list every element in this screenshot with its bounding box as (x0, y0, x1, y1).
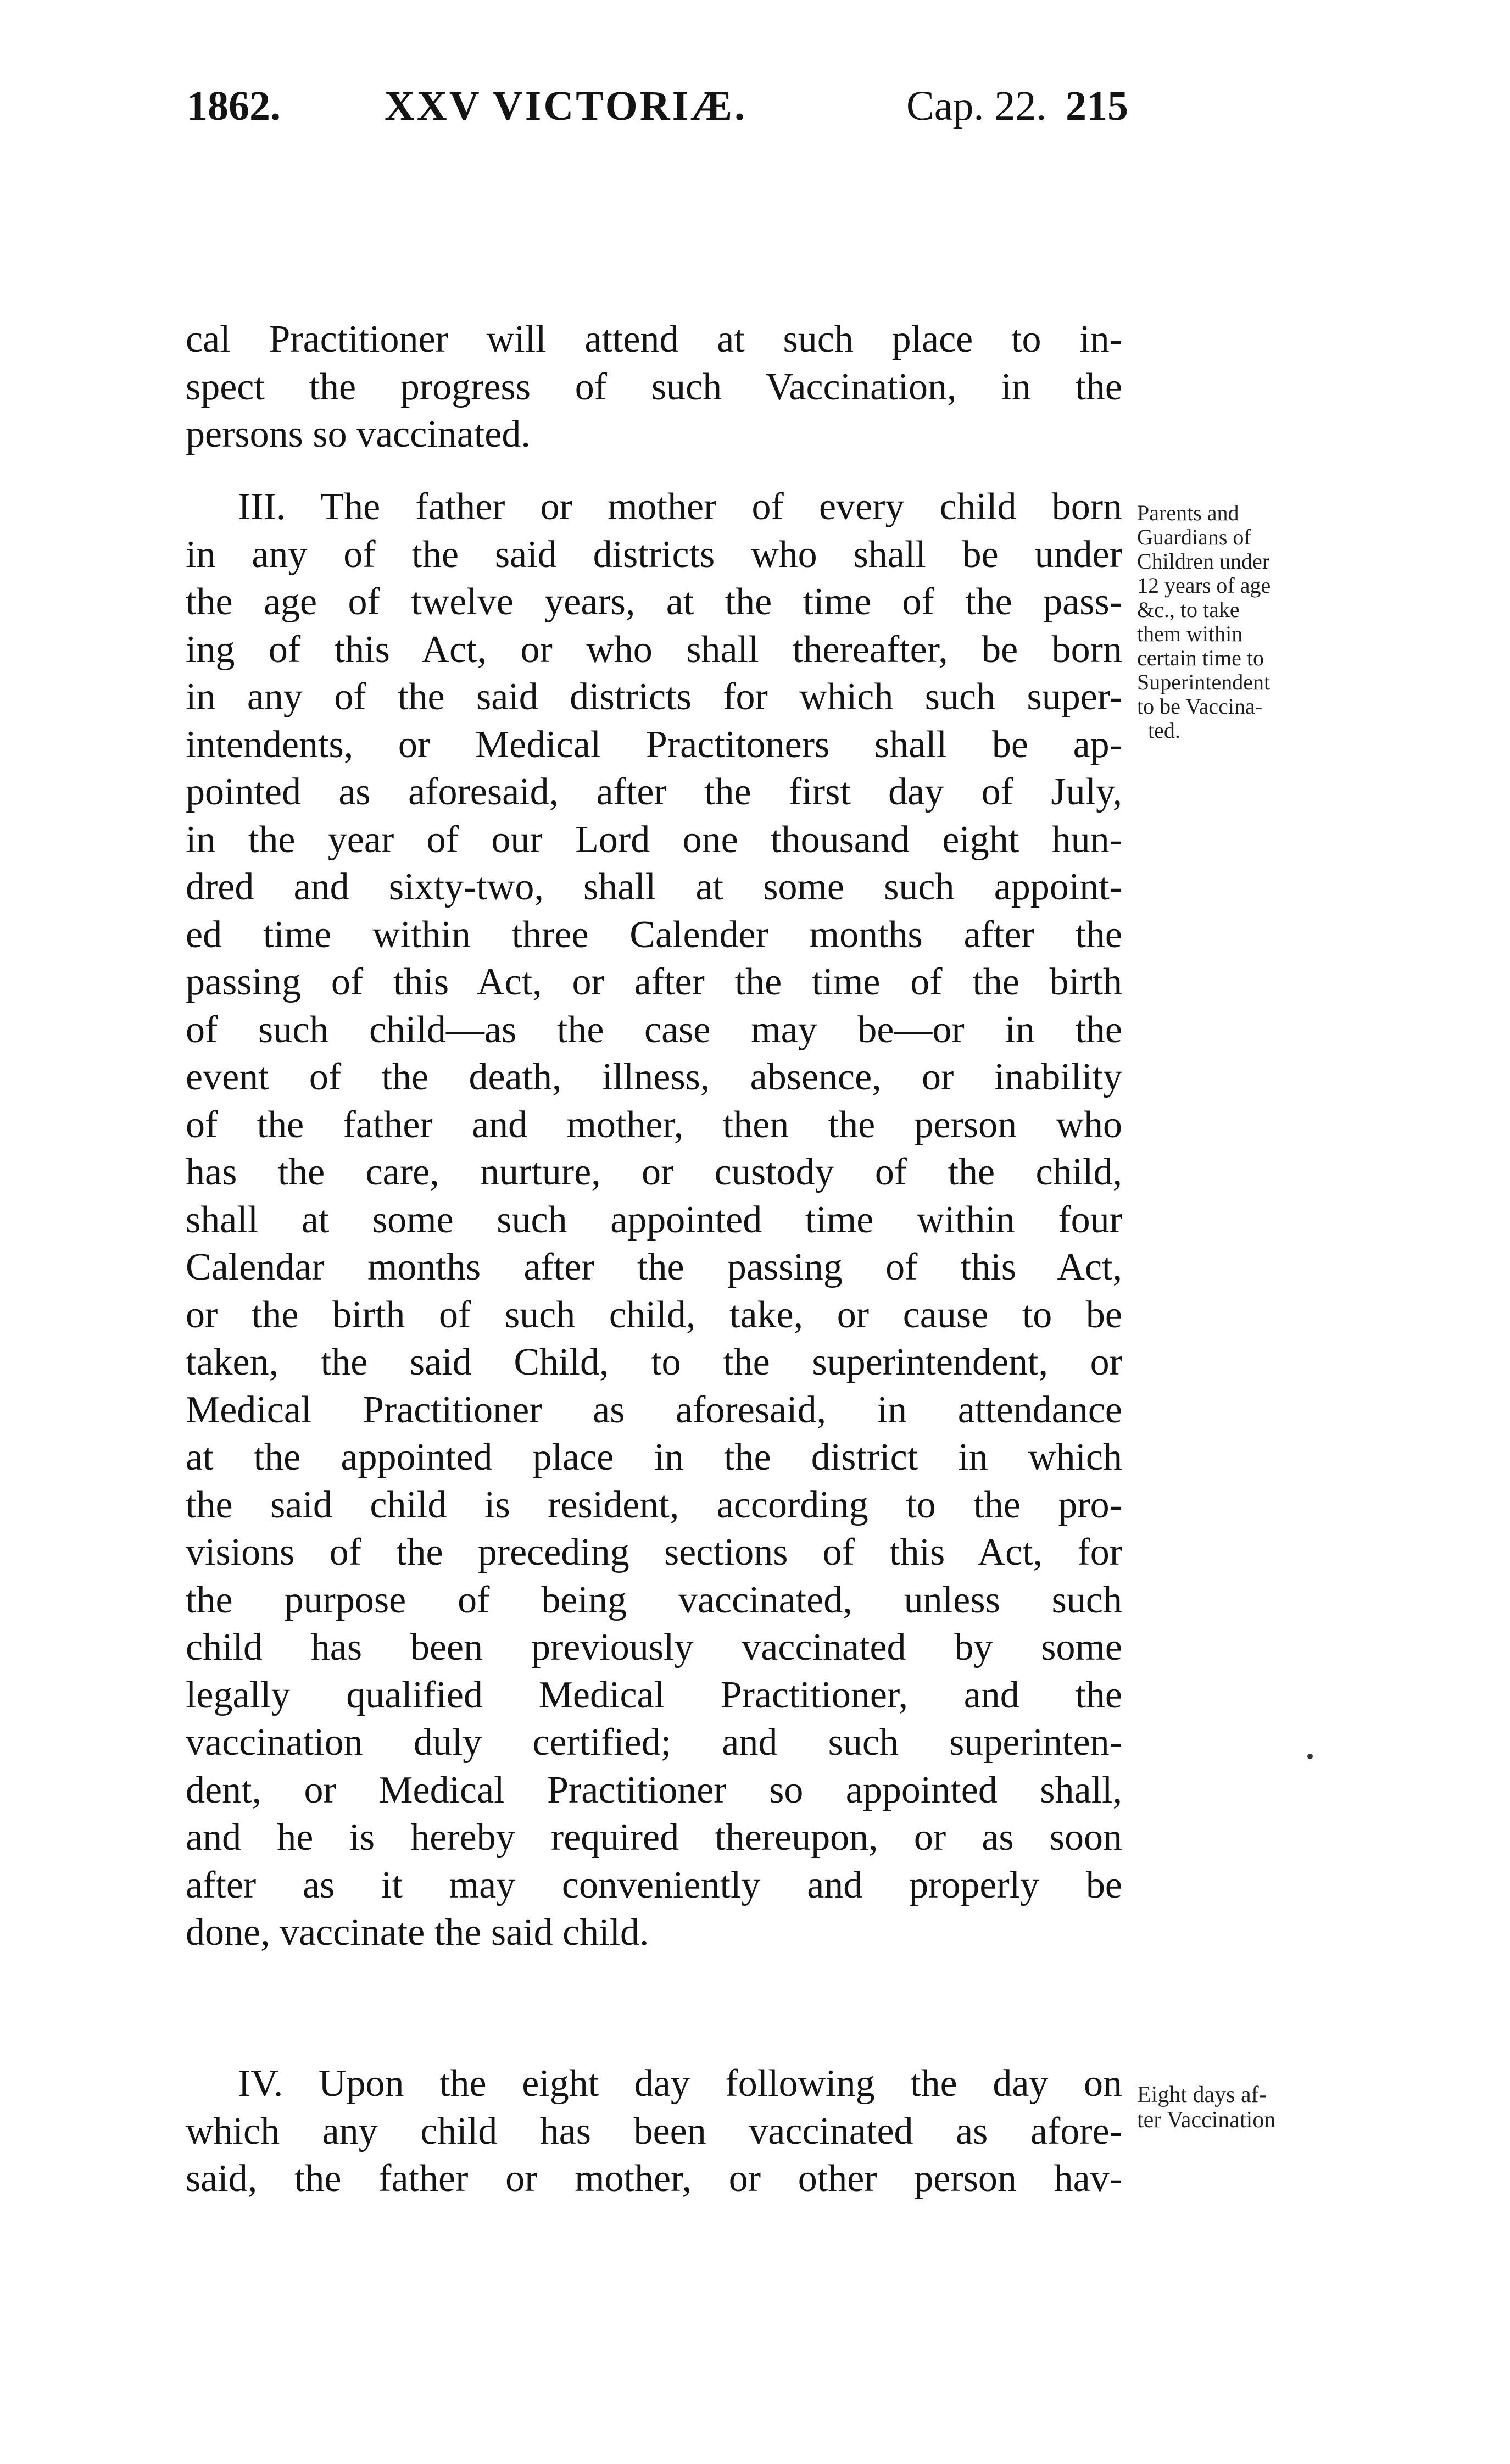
text-line: pointed as aforesaid, after the first day of July, (186, 771, 1122, 813)
header-year: 1862. (187, 83, 281, 129)
margin-note-line: Parents and (1137, 500, 1239, 525)
text-line: dred and sixty-two, shall at some such appoint- (186, 866, 1122, 908)
margin-note-parents (1137, 501, 1335, 743)
header-chapter: Cap. 22. (906, 83, 1047, 129)
text-line: has the care, nurture, or custody of the child, (186, 1151, 1122, 1193)
paragraph-continuation (186, 316, 1122, 459)
text-line: the purpose of being vaccinated, unless such (186, 1578, 1122, 1621)
section-iv-paragraph (186, 2060, 1122, 2203)
text-line: in any of the said districts who shall be under (186, 533, 1122, 576)
page-number: 215 (1066, 83, 1128, 129)
text-line: done, vaccinate the said child. (186, 1911, 649, 1954)
margin-note-line: to be Vaccina- (1137, 694, 1263, 719)
section-iii-paragraph (186, 483, 1122, 1957)
text-line: visions of the preceding sections of this Act, for (186, 1531, 1122, 1573)
text-line: said, the father or mother, or other person hav- (186, 2157, 1122, 2200)
text-line: taken, the said Child, to the superintendent, or (186, 1341, 1122, 1383)
text-line: which any child has been vaccinated as afore- (186, 2110, 1122, 2152)
margin-note-line: Superintendent (1137, 670, 1271, 694)
text-line: at the appointed place in the district in which (186, 1436, 1122, 1478)
text-line: after as it may conveniently and properly be (186, 1864, 1122, 1906)
text-line: Calendar months after the passing of this Act, (186, 1246, 1122, 1288)
text-line: child has been previously vaccinated by some (186, 1626, 1122, 1668)
header-title: XXV VICTORIÆ. (385, 83, 748, 129)
text-line: or the birth of such child, take, or cause to be (186, 1293, 1122, 1336)
text-line: cal Practitioner will attend at such place to in- (186, 318, 1122, 360)
text-line: intendents, or Medical Practitoners shall be ap- (186, 723, 1122, 766)
text-line: Medical Practitioner as aforesaid, in attendance (186, 1388, 1122, 1431)
text-line: III. The father or mother of every child born (238, 486, 1122, 528)
text-line: ing of this Act, or who shall thereafter, be born (186, 628, 1122, 671)
text-line: of such child—as the case may be—or in the (186, 1008, 1122, 1051)
stray-dot-mark (1307, 1754, 1313, 1759)
margin-note-line: them within (1137, 621, 1243, 646)
margin-note-line: Eight days af- (1137, 2082, 1267, 2107)
text-line: ed time within three Calender months after the (186, 913, 1122, 956)
margin-note-line: Children under (1137, 549, 1270, 574)
text-line: passing of this Act, or after the time of the birth (186, 961, 1122, 1003)
text-line: in any of the said districts for which such super- (186, 676, 1122, 718)
text-line: legally qualified Medical Practitioner, and the (186, 1673, 1122, 1716)
text-line: event of the death, illness, absence, or inability (186, 1056, 1122, 1098)
margin-note-line: certain time to (1137, 646, 1264, 670)
text-line: of the father and mother, then the person who (186, 1103, 1122, 1146)
text-line: the age of twelve years, at the time of the pass- (186, 581, 1122, 623)
text-line: IV. Upon the eight day following the day on (238, 2062, 1122, 2105)
running-header (187, 82, 1128, 143)
margin-note-line: ted. (1148, 718, 1180, 743)
text-line: dent, or Medical Practitioner so appointed shall, (186, 1768, 1122, 1811)
margin-note-line: ter Vaccination (1137, 2107, 1276, 2133)
text-line: persons so vaccinated. (186, 413, 531, 455)
margin-note-line: Guardians of (1137, 525, 1251, 549)
margin-note-eight-days (1137, 2082, 1335, 2133)
margin-note-line: 12 years of age (1137, 573, 1271, 598)
margin-note-line: &c., to take (1137, 597, 1240, 622)
text-line: shall at some such appointed time within four (186, 1198, 1122, 1241)
text-line: vaccination duly certified; and such superinten- (186, 1721, 1122, 1764)
text-line: spect the progress of such Vaccination, in the (186, 365, 1122, 408)
text-line: and he is hereby required thereupon, or as soon (186, 1816, 1122, 1859)
text-line: the said child is resident, according to the pro- (186, 1483, 1122, 1526)
text-line: in the year of our Lord one thousand eight hun- (186, 818, 1122, 861)
